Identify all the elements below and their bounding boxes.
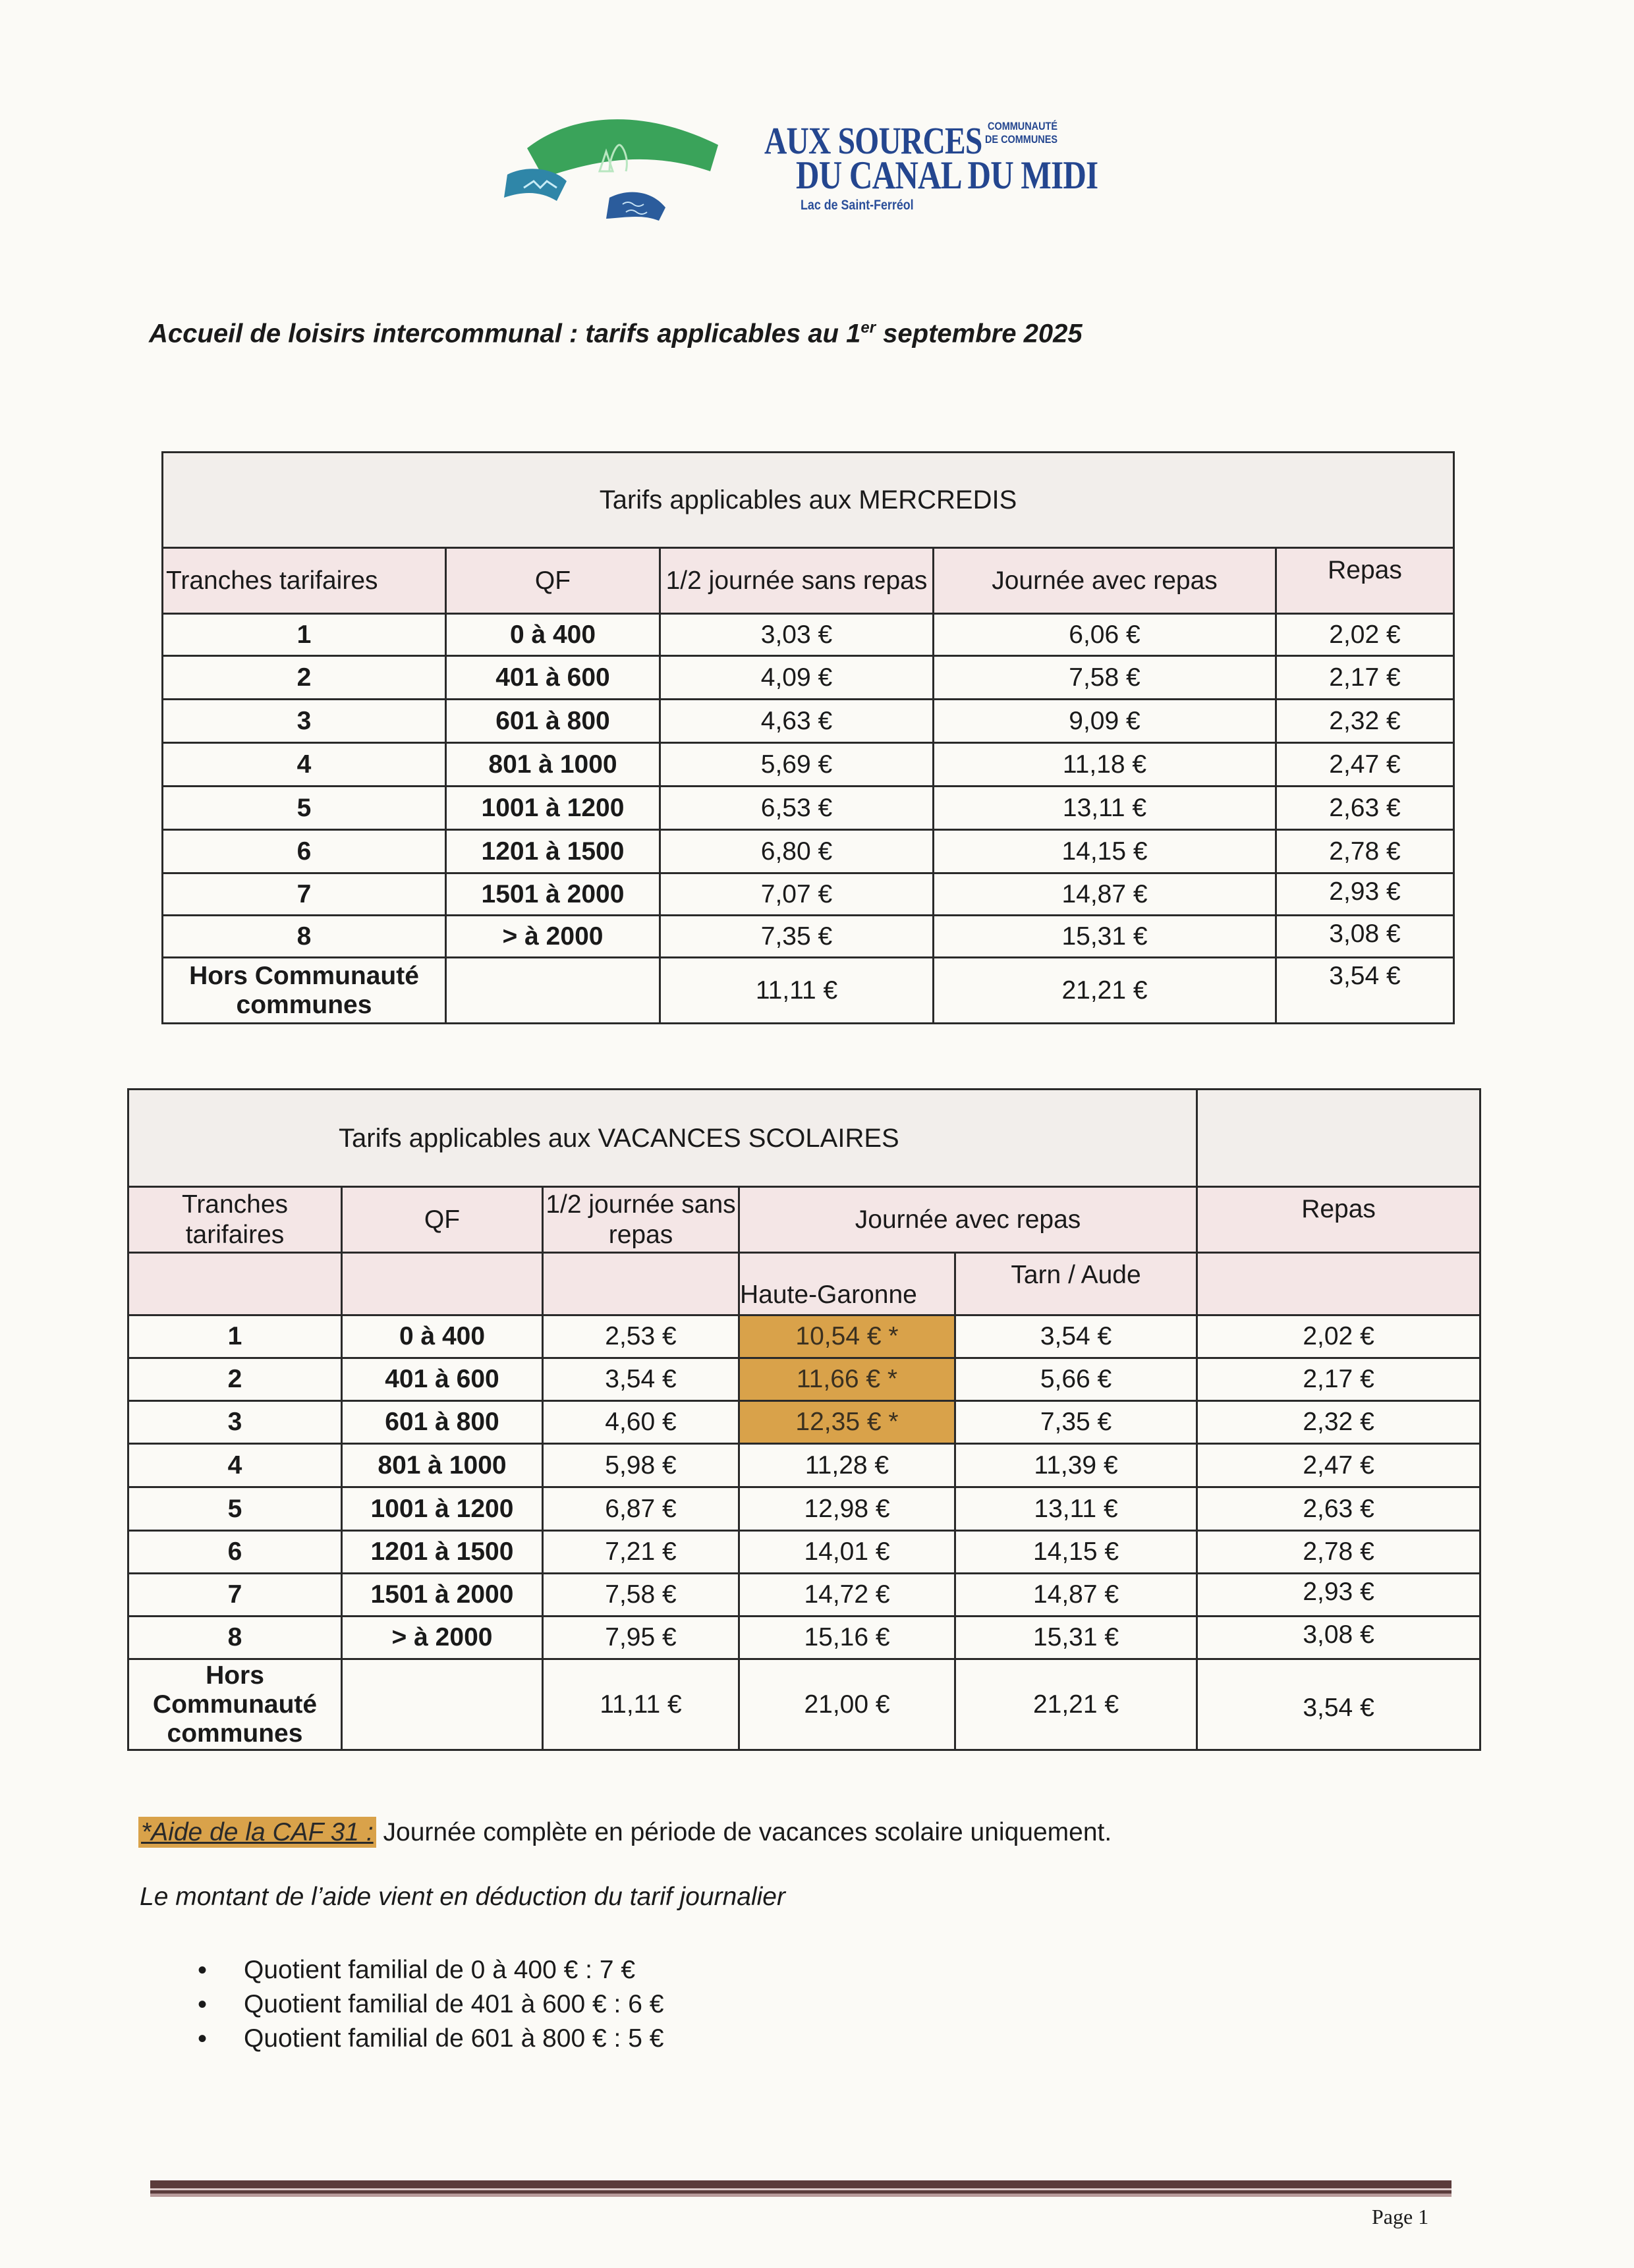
cell-tranche: 3 — [163, 700, 446, 743]
subheader-empty — [342, 1253, 543, 1315]
cell-tranche: 3 — [128, 1401, 342, 1444]
table-row — [163, 700, 1454, 743]
list-item: • Quotient familial de 0 à 400 € : 7 € — [198, 1953, 663, 1987]
cell-tarn-aude: 13,11 € — [955, 1487, 1197, 1531]
header-tranches: Tranches tarifaires — [163, 548, 446, 614]
table-row — [163, 958, 1454, 1024]
cell-qf: 601 à 800 — [342, 1401, 543, 1444]
table-row — [163, 787, 1454, 830]
cell-demi-journee: 11,11 € — [543, 1659, 739, 1750]
table-row — [128, 1531, 1480, 1574]
mercredis-table — [161, 451, 1455, 1024]
header-qf: QF — [342, 1187, 543, 1253]
vacances-subheader-row — [128, 1253, 1480, 1315]
cell-repas: 2,78 € — [1276, 830, 1454, 873]
cell-repas: 2,02 € — [1276, 614, 1454, 656]
mercredis-header-row — [163, 548, 1454, 614]
cell-repas: 2,93 € — [1276, 873, 1454, 916]
list-item: • Quotient familial de 401 à 600 € : 6 € — [198, 1987, 663, 2022]
table-row — [163, 614, 1454, 656]
cell-tranche: 5 — [163, 787, 446, 830]
table-row — [128, 1617, 1480, 1659]
cell-tranche: 1 — [163, 614, 446, 656]
cell-demi-journee: 4,63 € — [660, 700, 934, 743]
header-repas: Repas — [1197, 1187, 1480, 1253]
cell-repas: 2,47 € — [1276, 743, 1454, 787]
cell-repas: 3,54 € — [1276, 958, 1454, 1024]
title-superscript: er — [860, 319, 876, 337]
cell-tarn-aude: 15,31 € — [955, 1617, 1197, 1659]
logo — [501, 105, 1098, 231]
cell-tarn-aude: 3,54 € — [955, 1315, 1197, 1358]
cell-repas: 3,54 € — [1197, 1659, 1480, 1750]
cell-tranche: 4 — [163, 743, 446, 787]
cell-tranche: 8 — [163, 916, 446, 958]
cell-journee: 13,11 € — [934, 787, 1276, 830]
cell-demi-journee: 6,53 € — [660, 787, 934, 830]
cell-repas: 2,17 € — [1197, 1358, 1480, 1401]
cell-haute-garonne: 12,98 € — [739, 1487, 955, 1531]
mercredis-caption: Tarifs applicables aux MERCREDIS — [163, 453, 1454, 548]
table-row — [128, 1315, 1480, 1358]
cell-tranche: 1 — [128, 1315, 342, 1358]
deduction-note: Le montant de l’aide vient en déduction du tarif journalier — [140, 1883, 785, 1911]
cell-tranche: 6 — [163, 830, 446, 873]
cell-tranche: Hors Communauté communes — [163, 958, 446, 1024]
cell-qf: 1201 à 1500 — [342, 1531, 543, 1574]
vacances-header-row — [128, 1187, 1480, 1253]
cell-tranche: 5 — [128, 1487, 342, 1531]
cell-repas: 2,17 € — [1276, 656, 1454, 700]
cell-repas: 2,02 € — [1197, 1315, 1480, 1358]
table-row — [163, 830, 1454, 873]
vacances-caption: Tarifs applicables aux VACANCES SCOLAIRES — [128, 1090, 1197, 1187]
cell-journee: 14,15 € — [934, 830, 1276, 873]
cell-haute-garonne-highlighted: 10,54 € * — [739, 1315, 955, 1358]
cell-journee: 21,21 € — [934, 958, 1276, 1024]
cell-repas: 3,08 € — [1276, 916, 1454, 958]
header-demi-journee: 1/2 journée sans repas — [660, 548, 934, 614]
cell-demi-journee: 7,58 € — [543, 1574, 739, 1617]
cell-demi-journee: 7,35 € — [660, 916, 934, 958]
cell-qf: 1501 à 2000 — [342, 1574, 543, 1617]
cell-demi-journee: 2,53 € — [543, 1315, 739, 1358]
header-journee: Journée avec repas — [739, 1187, 1197, 1253]
cell-haute-garonne-highlighted: 12,35 € * — [739, 1401, 955, 1444]
header-qf: QF — [446, 548, 660, 614]
cell-journee: 7,58 € — [934, 656, 1276, 700]
cell-qf: > à 2000 — [446, 916, 660, 958]
cell-qf: 1001 à 1200 — [446, 787, 660, 830]
caf-text: Journée complète en période de vacances scolaire uniquement. — [376, 1818, 1112, 1846]
cell-qf: 1501 à 2000 — [446, 873, 660, 916]
cell-demi-journee: 4,09 € — [660, 656, 934, 700]
table-row — [128, 1487, 1480, 1531]
logo-community-line1: COMMUNAUTÉ — [988, 120, 1057, 132]
cell-tarn-aude: 11,39 € — [955, 1444, 1197, 1487]
page-title — [149, 319, 1083, 348]
subheader-tarn-aude: Tarn / Aude — [955, 1253, 1197, 1315]
table-row — [128, 1401, 1480, 1444]
cell-tarn-aude: 14,15 € — [955, 1531, 1197, 1574]
cell-qf — [342, 1659, 543, 1750]
title-prefix: Accueil de loisirs intercommunal : tarifs applicables au 1 — [149, 319, 861, 348]
cell-demi-journee: 6,80 € — [660, 830, 934, 873]
cell-qf: 0 à 400 — [342, 1315, 543, 1358]
caf-label: *Aide de la CAF 31 : — [138, 1817, 376, 1848]
table-row — [163, 656, 1454, 700]
table-row — [128, 1358, 1480, 1401]
cell-repas: 2,78 € — [1197, 1531, 1480, 1574]
page-number: Page 1 — [1372, 2205, 1429, 2228]
cell-demi-journee: 7,21 € — [543, 1531, 739, 1574]
cell-tranche: 7 — [128, 1574, 342, 1617]
cell-journee: 11,18 € — [934, 743, 1276, 787]
header-journee: Journée avec repas — [934, 548, 1276, 614]
cell-qf — [446, 958, 660, 1024]
cell-tarn-aude: 14,87 € — [955, 1574, 1197, 1617]
cell-qf: 401 à 600 — [446, 656, 660, 700]
cell-tranche: 7 — [163, 873, 446, 916]
cell-qf: 1001 à 1200 — [342, 1487, 543, 1531]
cell-demi-journee: 5,69 € — [660, 743, 934, 787]
cell-journee: 14,87 € — [934, 873, 1276, 916]
cell-qf: 801 à 1000 — [446, 743, 660, 787]
cell-repas: 2,32 € — [1197, 1401, 1480, 1444]
cell-qf: 601 à 800 — [446, 700, 660, 743]
cell-demi-journee: 7,95 € — [543, 1617, 739, 1659]
subheader-haute-garonne: Haute-Garonne — [739, 1253, 955, 1315]
cell-tarn-aude: 21,21 € — [955, 1659, 1197, 1750]
cell-demi-journee: 6,87 € — [543, 1487, 739, 1531]
footer-divider — [150, 2180, 1451, 2197]
cell-demi-journee: 11,11 € — [660, 958, 934, 1024]
logo-waves-icon — [501, 105, 764, 231]
logo-subtitle: Lac de Saint-Ferréol — [801, 198, 914, 213]
subheader-empty — [543, 1253, 739, 1315]
cell-demi-journee: 3,03 € — [660, 614, 934, 656]
logo-name-line2: DU CANAL DU MIDI — [796, 153, 1098, 197]
cell-tarn-aude: 5,66 € — [955, 1358, 1197, 1401]
cell-tranche: 2 — [163, 656, 446, 700]
logo-community-line2: DE COMMUNES — [985, 133, 1057, 146]
subheader-empty — [1197, 1253, 1480, 1315]
subheader-empty — [128, 1253, 342, 1315]
cell-tranche: 2 — [128, 1358, 342, 1401]
cell-tarn-aude: 7,35 € — [955, 1401, 1197, 1444]
cell-qf: 801 à 1000 — [342, 1444, 543, 1487]
cell-qf: 1201 à 1500 — [446, 830, 660, 873]
cell-haute-garonne: 11,28 € — [739, 1444, 955, 1487]
cell-haute-garonne: 14,01 € — [739, 1531, 955, 1574]
cell-qf: 401 à 600 — [342, 1358, 543, 1401]
cell-tranche: 4 — [128, 1444, 342, 1487]
vacances-table — [127, 1088, 1481, 1751]
cell-qf: 0 à 400 — [446, 614, 660, 656]
cell-demi-journee: 4,60 € — [543, 1401, 739, 1444]
table-row — [128, 1574, 1480, 1617]
header-tranches: Tranches tarifaires — [128, 1187, 342, 1253]
cell-journee: 9,09 € — [934, 700, 1276, 743]
qf-aid-list — [198, 1953, 663, 2056]
cell-tranche: 8 — [128, 1617, 342, 1659]
cell-tranche: 6 — [128, 1531, 342, 1574]
cell-haute-garonne-highlighted: 11,66 € * — [739, 1358, 955, 1401]
cell-haute-garonne: 21,00 € — [739, 1659, 955, 1750]
cell-repas: 2,63 € — [1276, 787, 1454, 830]
cell-repas: 2,32 € — [1276, 700, 1454, 743]
cell-journee: 15,31 € — [934, 916, 1276, 958]
caf-note — [138, 1818, 1112, 1847]
header-repas: Repas — [1276, 548, 1454, 614]
table-row — [163, 873, 1454, 916]
cell-repas: 2,47 € — [1197, 1444, 1480, 1487]
cell-qf: > à 2000 — [342, 1617, 543, 1659]
vacances-caption-empty — [1197, 1090, 1480, 1187]
cell-repas: 3,08 € — [1197, 1617, 1480, 1659]
logo-community-label — [985, 120, 1057, 146]
table-row — [128, 1444, 1480, 1487]
header-demi-journee: 1/2 journée sans repas — [543, 1187, 739, 1253]
cell-repas: 2,63 € — [1197, 1487, 1480, 1531]
table-row — [163, 916, 1454, 958]
cell-demi-journee: 3,54 € — [543, 1358, 739, 1401]
cell-haute-garonne: 15,16 € — [739, 1617, 955, 1659]
cell-demi-journee: 7,07 € — [660, 873, 934, 916]
table-row — [128, 1659, 1480, 1750]
cell-demi-journee: 5,98 € — [543, 1444, 739, 1487]
table-row — [163, 743, 1454, 787]
cell-journee: 6,06 € — [934, 614, 1276, 656]
list-item: • Quotient familial de 601 à 800 € : 5 € — [198, 2022, 663, 2056]
title-suffix: septembre 2025 — [876, 319, 1083, 348]
cell-tranche: Hors Communauté communes — [128, 1659, 342, 1750]
logo-name-line1: AUX SOURCES — [764, 119, 982, 162]
cell-repas: 2,93 € — [1197, 1574, 1480, 1617]
cell-haute-garonne: 14,72 € — [739, 1574, 955, 1617]
